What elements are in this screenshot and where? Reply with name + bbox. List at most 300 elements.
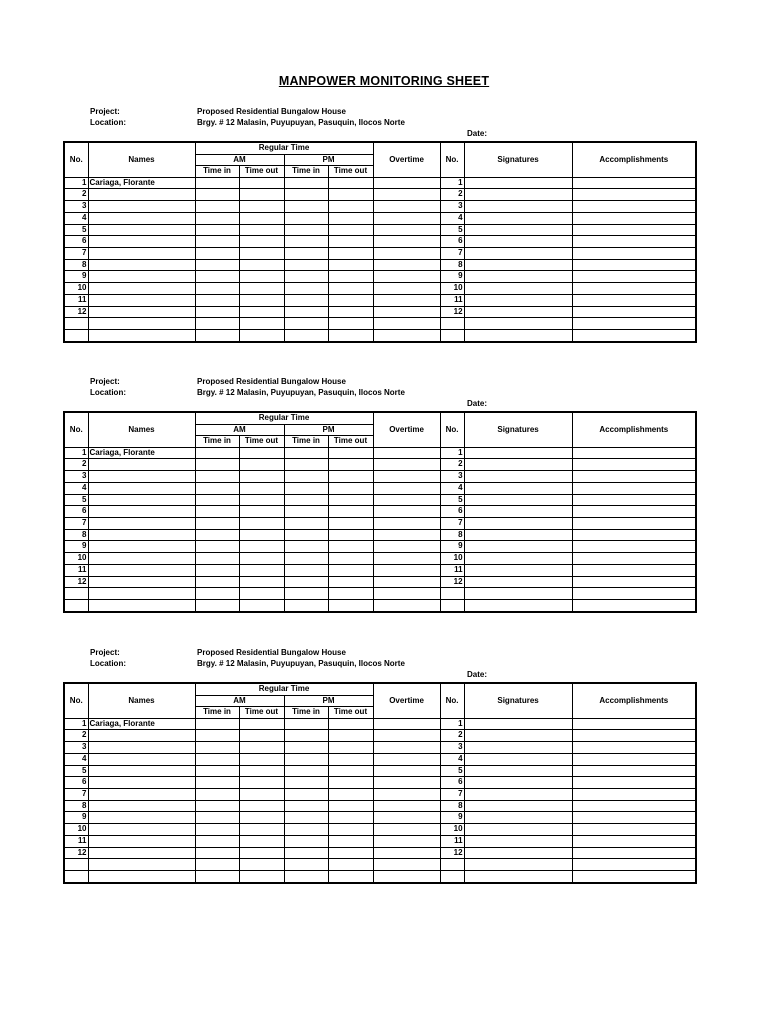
am-time-in-cell[interactable]: [195, 271, 239, 283]
overtime-cell[interactable]: [373, 753, 440, 765]
am-time-out-cell[interactable]: [239, 824, 284, 836]
am-time-out-cell[interactable]: [239, 201, 284, 213]
am-time-out-cell[interactable]: [239, 742, 284, 754]
pm-time-out-cell[interactable]: [328, 800, 373, 812]
am-time-out-cell[interactable]: [239, 789, 284, 801]
accomplishment-cell[interactable]: [572, 482, 696, 494]
signature-cell[interactable]: [464, 494, 572, 506]
am-time-out-cell[interactable]: [239, 224, 284, 236]
signature-cell[interactable]: [464, 482, 572, 494]
pm-time-out-cell[interactable]: [328, 329, 373, 341]
am-time-in-cell[interactable]: [195, 835, 239, 847]
worker-name-cell[interactable]: [88, 789, 195, 801]
am-time-out-cell[interactable]: [239, 471, 284, 483]
pm-time-in-cell[interactable]: [284, 329, 328, 341]
am-time-out-cell[interactable]: [239, 835, 284, 847]
am-time-in-cell[interactable]: [195, 506, 239, 518]
am-time-out-cell[interactable]: [239, 753, 284, 765]
pm-time-out-cell[interactable]: [328, 189, 373, 201]
worker-name-cell[interactable]: Cariaga, Florante: [88, 718, 195, 730]
signature-cell[interactable]: [464, 800, 572, 812]
pm-time-in-cell[interactable]: [284, 212, 328, 224]
worker-name-cell[interactable]: [88, 329, 195, 341]
overtime-cell[interactable]: [373, 201, 440, 213]
accomplishment-cell[interactable]: [572, 506, 696, 518]
accomplishment-cell[interactable]: [572, 553, 696, 565]
signature-cell[interactable]: [464, 189, 572, 201]
overtime-cell[interactable]: [373, 742, 440, 754]
am-time-in-cell[interactable]: [195, 306, 239, 318]
worker-name-cell[interactable]: Cariaga, Florante: [88, 447, 195, 459]
pm-time-out-cell[interactable]: [328, 471, 373, 483]
worker-name-cell[interactable]: [88, 318, 195, 330]
worker-name-cell[interactable]: [88, 482, 195, 494]
accomplishment-cell[interactable]: [572, 824, 696, 836]
pm-time-out-cell[interactable]: [328, 271, 373, 283]
accomplishment-cell[interactable]: [572, 294, 696, 306]
overtime-cell[interactable]: [373, 553, 440, 565]
worker-name-cell[interactable]: [88, 730, 195, 742]
accomplishment-cell[interactable]: [572, 329, 696, 341]
accomplishment-cell[interactable]: [572, 494, 696, 506]
pm-time-in-cell[interactable]: [284, 553, 328, 565]
signature-cell[interactable]: [464, 459, 572, 471]
pm-time-in-cell[interactable]: [284, 847, 328, 859]
overtime-cell[interactable]: [373, 730, 440, 742]
am-time-in-cell[interactable]: [195, 800, 239, 812]
overtime-cell[interactable]: [373, 482, 440, 494]
pm-time-in-cell[interactable]: [284, 765, 328, 777]
overtime-cell[interactable]: [373, 471, 440, 483]
am-time-out-cell[interactable]: [239, 859, 284, 871]
am-time-in-cell[interactable]: [195, 201, 239, 213]
am-time-in-cell[interactable]: [195, 224, 239, 236]
worker-name-cell[interactable]: Cariaga, Florante: [88, 177, 195, 189]
pm-time-out-cell[interactable]: [328, 742, 373, 754]
am-time-out-cell[interactable]: [239, 177, 284, 189]
am-time-in-cell[interactable]: [195, 847, 239, 859]
am-time-out-cell[interactable]: [239, 599, 284, 611]
overtime-cell[interactable]: [373, 494, 440, 506]
signature-cell[interactable]: [464, 847, 572, 859]
am-time-out-cell[interactable]: [239, 306, 284, 318]
am-time-out-cell[interactable]: [239, 459, 284, 471]
worker-name-cell[interactable]: [88, 824, 195, 836]
signature-cell[interactable]: [464, 259, 572, 271]
overtime-cell[interactable]: [373, 870, 440, 882]
accomplishment-cell[interactable]: [572, 447, 696, 459]
accomplishment-cell[interactable]: [572, 177, 696, 189]
pm-time-out-cell[interactable]: [328, 224, 373, 236]
am-time-out-cell[interactable]: [239, 870, 284, 882]
worker-name-cell[interactable]: [88, 742, 195, 754]
overtime-cell[interactable]: [373, 212, 440, 224]
worker-name-cell[interactable]: [88, 800, 195, 812]
am-time-in-cell[interactable]: [195, 765, 239, 777]
pm-time-in-cell[interactable]: [284, 870, 328, 882]
overtime-cell[interactable]: [373, 812, 440, 824]
pm-time-out-cell[interactable]: [328, 564, 373, 576]
pm-time-in-cell[interactable]: [284, 800, 328, 812]
am-time-in-cell[interactable]: [195, 777, 239, 789]
am-time-out-cell[interactable]: [239, 847, 284, 859]
overtime-cell[interactable]: [373, 588, 440, 600]
am-time-in-cell[interactable]: [195, 329, 239, 341]
am-time-in-cell[interactable]: [195, 859, 239, 871]
overtime-cell[interactable]: [373, 765, 440, 777]
am-time-out-cell[interactable]: [239, 318, 284, 330]
pm-time-out-cell[interactable]: [328, 236, 373, 248]
worker-name-cell[interactable]: [88, 459, 195, 471]
overtime-cell[interactable]: [373, 564, 440, 576]
worker-name-cell[interactable]: [88, 271, 195, 283]
overtime-cell[interactable]: [373, 447, 440, 459]
pm-time-in-cell[interactable]: [284, 248, 328, 260]
pm-time-out-cell[interactable]: [328, 870, 373, 882]
signature-cell[interactable]: [464, 236, 572, 248]
am-time-in-cell[interactable]: [195, 189, 239, 201]
pm-time-out-cell[interactable]: [328, 847, 373, 859]
pm-time-out-cell[interactable]: [328, 459, 373, 471]
am-time-in-cell[interactable]: [195, 541, 239, 553]
accomplishment-cell[interactable]: [572, 765, 696, 777]
signature-cell[interactable]: [464, 753, 572, 765]
am-time-in-cell[interactable]: [195, 283, 239, 295]
accomplishment-cell[interactable]: [572, 847, 696, 859]
am-time-out-cell[interactable]: [239, 482, 284, 494]
pm-time-out-cell[interactable]: [328, 824, 373, 836]
am-time-out-cell[interactable]: [239, 271, 284, 283]
accomplishment-cell[interactable]: [572, 236, 696, 248]
overtime-cell[interactable]: [373, 506, 440, 518]
signature-cell[interactable]: [464, 859, 572, 871]
accomplishment-cell[interactable]: [572, 777, 696, 789]
pm-time-in-cell[interactable]: [284, 789, 328, 801]
pm-time-in-cell[interactable]: [284, 236, 328, 248]
signature-cell[interactable]: [464, 789, 572, 801]
pm-time-in-cell[interactable]: [284, 271, 328, 283]
worker-name-cell[interactable]: [88, 576, 195, 588]
worker-name-cell[interactable]: [88, 306, 195, 318]
am-time-in-cell[interactable]: [195, 459, 239, 471]
pm-time-in-cell[interactable]: [284, 189, 328, 201]
pm-time-in-cell[interactable]: [284, 529, 328, 541]
pm-time-in-cell[interactable]: [284, 812, 328, 824]
worker-name-cell[interactable]: [88, 471, 195, 483]
am-time-out-cell[interactable]: [239, 329, 284, 341]
signature-cell[interactable]: [464, 765, 572, 777]
pm-time-out-cell[interactable]: [328, 294, 373, 306]
signature-cell[interactable]: [464, 306, 572, 318]
worker-name-cell[interactable]: [88, 248, 195, 260]
pm-time-out-cell[interactable]: [328, 283, 373, 295]
pm-time-in-cell[interactable]: [284, 588, 328, 600]
signature-cell[interactable]: [464, 212, 572, 224]
am-time-out-cell[interactable]: [239, 518, 284, 530]
am-time-in-cell[interactable]: [195, 789, 239, 801]
worker-name-cell[interactable]: [88, 283, 195, 295]
pm-time-out-cell[interactable]: [328, 248, 373, 260]
am-time-in-cell[interactable]: [195, 576, 239, 588]
am-time-in-cell[interactable]: [195, 259, 239, 271]
pm-time-out-cell[interactable]: [328, 599, 373, 611]
accomplishment-cell[interactable]: [572, 742, 696, 754]
overtime-cell[interactable]: [373, 306, 440, 318]
am-time-in-cell[interactable]: [195, 718, 239, 730]
am-time-out-cell[interactable]: [239, 494, 284, 506]
am-time-in-cell[interactable]: [195, 318, 239, 330]
pm-time-in-cell[interactable]: [284, 541, 328, 553]
signature-cell[interactable]: [464, 447, 572, 459]
signature-cell[interactable]: [464, 177, 572, 189]
worker-name-cell[interactable]: [88, 835, 195, 847]
worker-name-cell[interactable]: [88, 553, 195, 565]
accomplishment-cell[interactable]: [572, 318, 696, 330]
am-time-out-cell[interactable]: [239, 812, 284, 824]
am-time-in-cell[interactable]: [195, 482, 239, 494]
signature-cell[interactable]: [464, 506, 572, 518]
pm-time-out-cell[interactable]: [328, 482, 373, 494]
signature-cell[interactable]: [464, 599, 572, 611]
signature-cell[interactable]: [464, 588, 572, 600]
accomplishment-cell[interactable]: [572, 212, 696, 224]
accomplishment-cell[interactable]: [572, 248, 696, 260]
signature-cell[interactable]: [464, 329, 572, 341]
overtime-cell[interactable]: [373, 329, 440, 341]
am-time-in-cell[interactable]: [195, 870, 239, 882]
accomplishment-cell[interactable]: [572, 201, 696, 213]
worker-name-cell[interactable]: [88, 201, 195, 213]
overtime-cell[interactable]: [373, 529, 440, 541]
accomplishment-cell[interactable]: [572, 271, 696, 283]
am-time-in-cell[interactable]: [195, 236, 239, 248]
overtime-cell[interactable]: [373, 599, 440, 611]
pm-time-out-cell[interactable]: [328, 518, 373, 530]
pm-time-in-cell[interactable]: [284, 459, 328, 471]
accomplishment-cell[interactable]: [572, 189, 696, 201]
accomplishment-cell[interactable]: [572, 835, 696, 847]
pm-time-in-cell[interactable]: [284, 318, 328, 330]
pm-time-out-cell[interactable]: [328, 541, 373, 553]
overtime-cell[interactable]: [373, 189, 440, 201]
signature-cell[interactable]: [464, 271, 572, 283]
signature-cell[interactable]: [464, 742, 572, 754]
overtime-cell[interactable]: [373, 259, 440, 271]
worker-name-cell[interactable]: [88, 259, 195, 271]
pm-time-out-cell[interactable]: [328, 447, 373, 459]
pm-time-in-cell[interactable]: [284, 599, 328, 611]
accomplishment-cell[interactable]: [572, 789, 696, 801]
pm-time-out-cell[interactable]: [328, 730, 373, 742]
overtime-cell[interactable]: [373, 576, 440, 588]
worker-name-cell[interactable]: [88, 294, 195, 306]
worker-name-cell[interactable]: [88, 236, 195, 248]
am-time-in-cell[interactable]: [195, 471, 239, 483]
am-time-in-cell[interactable]: [195, 588, 239, 600]
overtime-cell[interactable]: [373, 294, 440, 306]
pm-time-out-cell[interactable]: [328, 859, 373, 871]
accomplishment-cell[interactable]: [572, 459, 696, 471]
pm-time-out-cell[interactable]: [328, 529, 373, 541]
signature-cell[interactable]: [464, 201, 572, 213]
signature-cell[interactable]: [464, 248, 572, 260]
overtime-cell[interactable]: [373, 236, 440, 248]
pm-time-out-cell[interactable]: [328, 835, 373, 847]
accomplishment-cell[interactable]: [572, 471, 696, 483]
signature-cell[interactable]: [464, 529, 572, 541]
overtime-cell[interactable]: [373, 224, 440, 236]
pm-time-in-cell[interactable]: [284, 177, 328, 189]
accomplishment-cell[interactable]: [572, 730, 696, 742]
am-time-out-cell[interactable]: [239, 588, 284, 600]
pm-time-in-cell[interactable]: [284, 742, 328, 754]
worker-name-cell[interactable]: [88, 494, 195, 506]
am-time-out-cell[interactable]: [239, 259, 284, 271]
pm-time-in-cell[interactable]: [284, 294, 328, 306]
worker-name-cell[interactable]: [88, 588, 195, 600]
am-time-in-cell[interactable]: [195, 248, 239, 260]
overtime-cell[interactable]: [373, 271, 440, 283]
worker-name-cell[interactable]: [88, 870, 195, 882]
accomplishment-cell[interactable]: [572, 812, 696, 824]
overtime-cell[interactable]: [373, 789, 440, 801]
am-time-in-cell[interactable]: [195, 294, 239, 306]
worker-name-cell[interactable]: [88, 847, 195, 859]
pm-time-in-cell[interactable]: [284, 447, 328, 459]
accomplishment-cell[interactable]: [572, 541, 696, 553]
accomplishment-cell[interactable]: [572, 588, 696, 600]
am-time-in-cell[interactable]: [195, 812, 239, 824]
am-time-out-cell[interactable]: [239, 506, 284, 518]
overtime-cell[interactable]: [373, 859, 440, 871]
accomplishment-cell[interactable]: [572, 870, 696, 882]
signature-cell[interactable]: [464, 730, 572, 742]
worker-name-cell[interactable]: [88, 224, 195, 236]
signature-cell[interactable]: [464, 576, 572, 588]
am-time-in-cell[interactable]: [195, 529, 239, 541]
overtime-cell[interactable]: [373, 177, 440, 189]
worker-name-cell[interactable]: [88, 765, 195, 777]
am-time-in-cell[interactable]: [195, 599, 239, 611]
pm-time-in-cell[interactable]: [284, 564, 328, 576]
signature-cell[interactable]: [464, 518, 572, 530]
signature-cell[interactable]: [464, 553, 572, 565]
pm-time-in-cell[interactable]: [284, 494, 328, 506]
overtime-cell[interactable]: [373, 847, 440, 859]
accomplishment-cell[interactable]: [572, 564, 696, 576]
pm-time-out-cell[interactable]: [328, 177, 373, 189]
am-time-out-cell[interactable]: [239, 777, 284, 789]
signature-cell[interactable]: [464, 835, 572, 847]
overtime-cell[interactable]: [373, 777, 440, 789]
pm-time-out-cell[interactable]: [328, 777, 373, 789]
signature-cell[interactable]: [464, 824, 572, 836]
accomplishment-cell[interactable]: [572, 529, 696, 541]
signature-cell[interactable]: [464, 812, 572, 824]
worker-name-cell[interactable]: [88, 859, 195, 871]
pm-time-in-cell[interactable]: [284, 201, 328, 213]
am-time-out-cell[interactable]: [239, 553, 284, 565]
signature-cell[interactable]: [464, 718, 572, 730]
am-time-out-cell[interactable]: [239, 248, 284, 260]
pm-time-in-cell[interactable]: [284, 824, 328, 836]
accomplishment-cell[interactable]: [572, 753, 696, 765]
am-time-out-cell[interactable]: [239, 541, 284, 553]
pm-time-in-cell[interactable]: [284, 482, 328, 494]
accomplishment-cell[interactable]: [572, 224, 696, 236]
am-time-in-cell[interactable]: [195, 518, 239, 530]
pm-time-in-cell[interactable]: [284, 518, 328, 530]
pm-time-out-cell[interactable]: [328, 506, 373, 518]
pm-time-in-cell[interactable]: [284, 224, 328, 236]
pm-time-in-cell[interactable]: [284, 835, 328, 847]
pm-time-in-cell[interactable]: [284, 259, 328, 271]
overtime-cell[interactable]: [373, 824, 440, 836]
worker-name-cell[interactable]: [88, 599, 195, 611]
overtime-cell[interactable]: [373, 318, 440, 330]
am-time-out-cell[interactable]: [239, 189, 284, 201]
am-time-in-cell[interactable]: [195, 824, 239, 836]
signature-cell[interactable]: [464, 283, 572, 295]
am-time-out-cell[interactable]: [239, 236, 284, 248]
worker-name-cell[interactable]: [88, 812, 195, 824]
am-time-in-cell[interactable]: [195, 212, 239, 224]
signature-cell[interactable]: [464, 541, 572, 553]
worker-name-cell[interactable]: [88, 777, 195, 789]
pm-time-in-cell[interactable]: [284, 730, 328, 742]
am-time-in-cell[interactable]: [195, 447, 239, 459]
signature-cell[interactable]: [464, 318, 572, 330]
overtime-cell[interactable]: [373, 459, 440, 471]
pm-time-out-cell[interactable]: [328, 201, 373, 213]
pm-time-out-cell[interactable]: [328, 789, 373, 801]
am-time-in-cell[interactable]: [195, 553, 239, 565]
am-time-out-cell[interactable]: [239, 283, 284, 295]
am-time-out-cell[interactable]: [239, 564, 284, 576]
worker-name-cell[interactable]: [88, 753, 195, 765]
am-time-in-cell[interactable]: [195, 494, 239, 506]
worker-name-cell[interactable]: [88, 529, 195, 541]
pm-time-in-cell[interactable]: [284, 718, 328, 730]
pm-time-in-cell[interactable]: [284, 471, 328, 483]
pm-time-out-cell[interactable]: [328, 753, 373, 765]
pm-time-out-cell[interactable]: [328, 553, 373, 565]
pm-time-in-cell[interactable]: [284, 283, 328, 295]
am-time-in-cell[interactable]: [195, 564, 239, 576]
accomplishment-cell[interactable]: [572, 576, 696, 588]
overtime-cell[interactable]: [373, 835, 440, 847]
signature-cell[interactable]: [464, 294, 572, 306]
pm-time-out-cell[interactable]: [328, 718, 373, 730]
signature-cell[interactable]: [464, 224, 572, 236]
overtime-cell[interactable]: [373, 283, 440, 295]
accomplishment-cell[interactable]: [572, 859, 696, 871]
worker-name-cell[interactable]: [88, 212, 195, 224]
am-time-out-cell[interactable]: [239, 447, 284, 459]
worker-name-cell[interactable]: [88, 564, 195, 576]
am-time-out-cell[interactable]: [239, 576, 284, 588]
pm-time-in-cell[interactable]: [284, 506, 328, 518]
signature-cell[interactable]: [464, 564, 572, 576]
am-time-out-cell[interactable]: [239, 529, 284, 541]
accomplishment-cell[interactable]: [572, 718, 696, 730]
signature-cell[interactable]: [464, 777, 572, 789]
accomplishment-cell[interactable]: [572, 306, 696, 318]
pm-time-in-cell[interactable]: [284, 859, 328, 871]
overtime-cell[interactable]: [373, 518, 440, 530]
am-time-out-cell[interactable]: [239, 730, 284, 742]
pm-time-out-cell[interactable]: [328, 259, 373, 271]
